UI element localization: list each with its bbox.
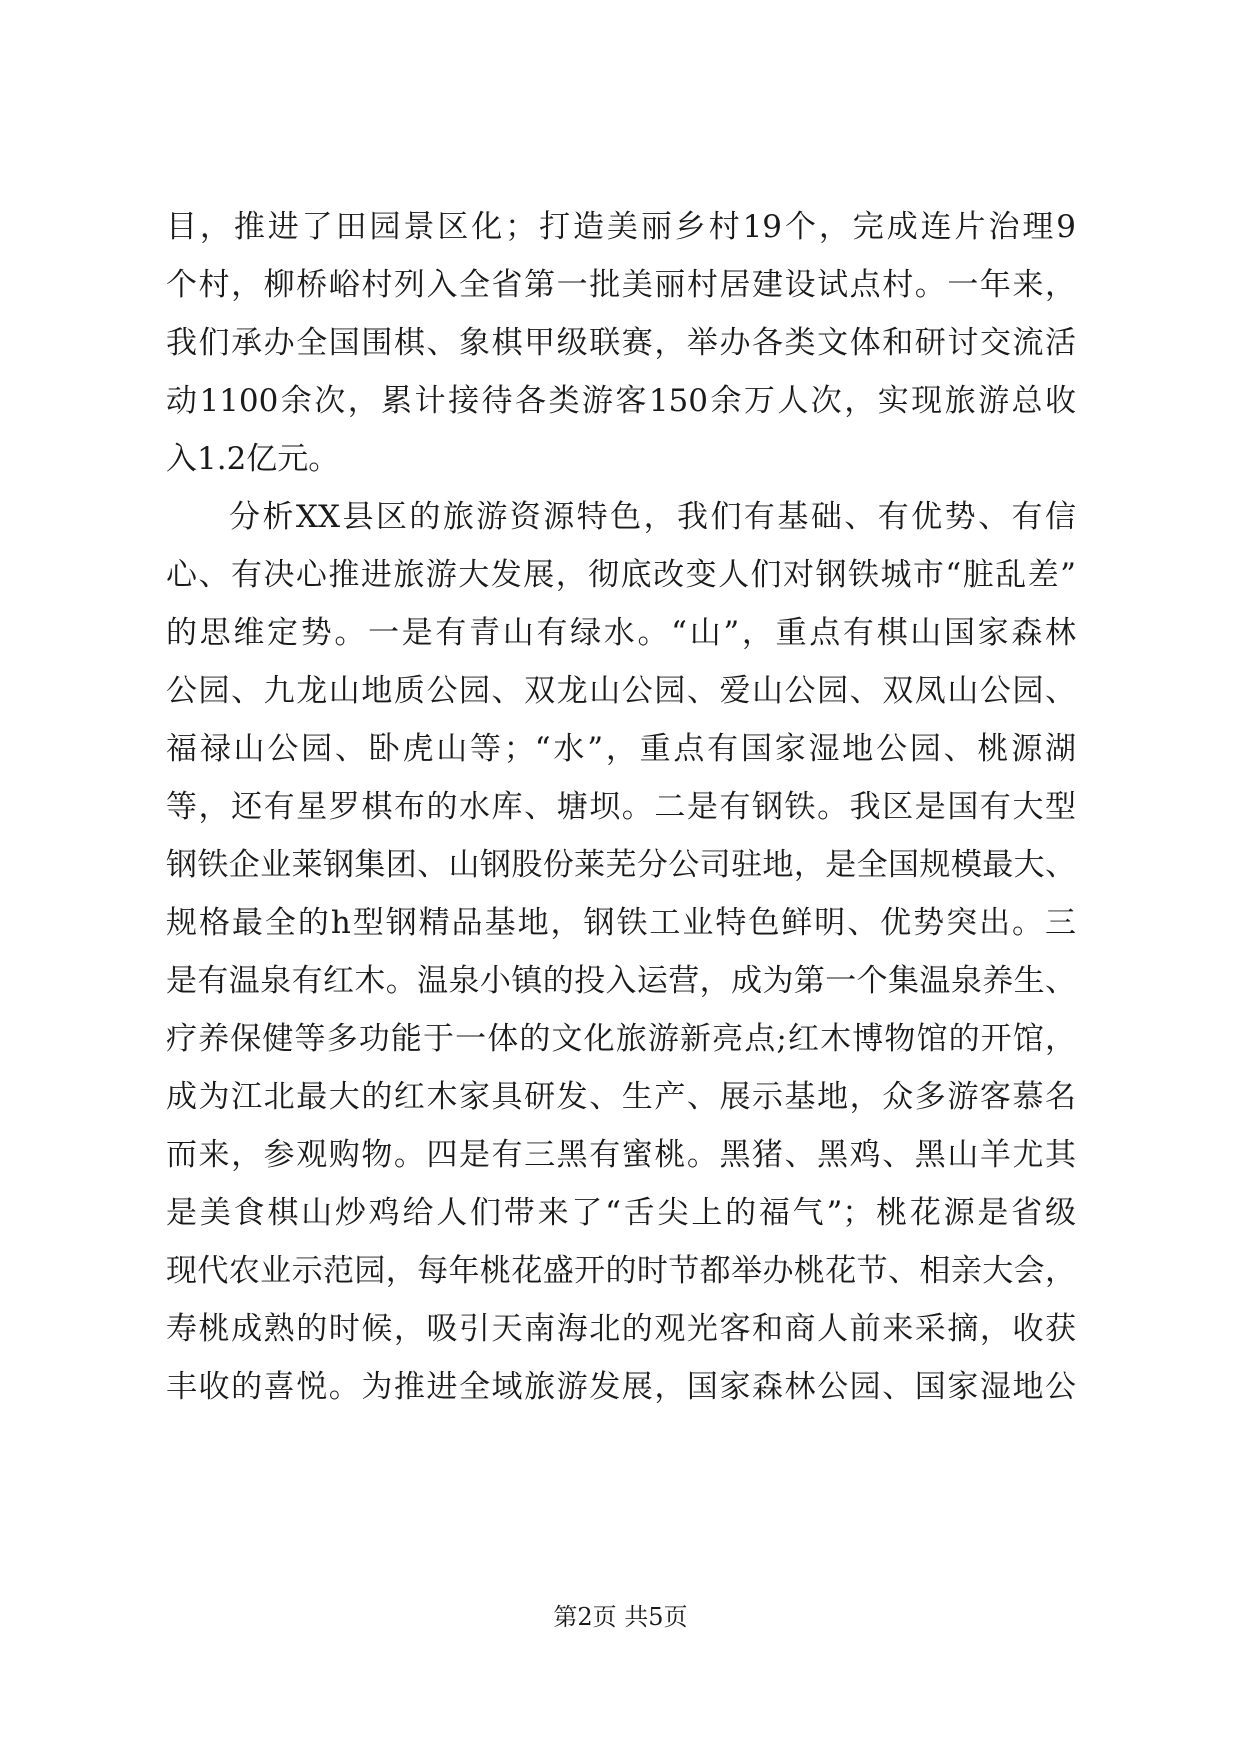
- text-line: 的思维定势。一是有青山有绿水。“山”，重点有棋山国家森林: [166, 615, 1076, 651]
- text-line: 疗养保健等多功能于一体的文化旅游新亮点;红木博物馆的开馆，: [166, 1021, 1076, 1057]
- text-line: 是有温泉有红木。温泉小镇的投入运营，成为第一个集温泉养生、: [166, 963, 1076, 999]
- text-line: 而来，参观购物。四是有三黑有蜜桃。黑猪、黑鸡、黑山羊尤其: [166, 1137, 1076, 1173]
- text-line: 丰收的喜悦。为推进全域旅游发展，国家森林公园、国家湿地公: [166, 1369, 1076, 1405]
- text-line: 寿桃成熟的时候，吸引天南海北的观光客和商人前来采摘，收获: [166, 1311, 1076, 1347]
- text-line: 福禄山公园、卧虎山等；“水”，重点有国家湿地公园、桃源湖: [166, 731, 1076, 767]
- text-line: 是美食棋山炒鸡给人们带来了“舌尖上的福气”；桃花源是省级: [166, 1195, 1076, 1231]
- text-line: 目，推进了田园景区化；打造美丽乡村19个，完成连片治理9: [166, 209, 1076, 245]
- text-line: 我们承办全国围棋、象棋甲级联赛，举办各类文体和研讨交流活: [166, 325, 1076, 361]
- text-line: 心、有决心推进旅游大发展，彻底改变人们对钢铁城市“脏乱差”: [166, 557, 1076, 593]
- paragraph-first-line: 分析XX县区的旅游资源特色，我们有基础、有优势、有信: [229, 499, 1076, 535]
- text-line: 个村，柳桥峪村列入全省第一批美丽村居建设试点村。一年来，: [166, 267, 1076, 303]
- text-line: 现代农业示范园，每年桃花盛开的时节都举办桃花节、相亲大会，: [166, 1253, 1076, 1289]
- text-line: 入1.2亿元。: [166, 441, 340, 477]
- text-line: 公园、九龙山地质公园、双龙山公园、爱山公园、双凤山公园、: [166, 673, 1076, 709]
- text-line: 规格最全的h型钢精品基地，钢铁工业特色鲜明、优势突出。三: [166, 905, 1076, 941]
- text-line: 钢铁企业莱钢集团、山钢股份莱芜分公司驻地，是全国规模最大、: [166, 847, 1076, 883]
- page-number-footer: 第2页 共5页: [553, 1603, 688, 1631]
- text-line: 等，还有星罗棋布的水库、塘坝。二是有钢铁。我区是国有大型: [166, 789, 1076, 825]
- text-line: 成为江北最大的红木家具研发、生产、展示基地，众多游客慕名: [166, 1079, 1076, 1115]
- text-line: 动1100余次，累计接待各类游客150余万人次，实现旅游总收: [166, 383, 1076, 419]
